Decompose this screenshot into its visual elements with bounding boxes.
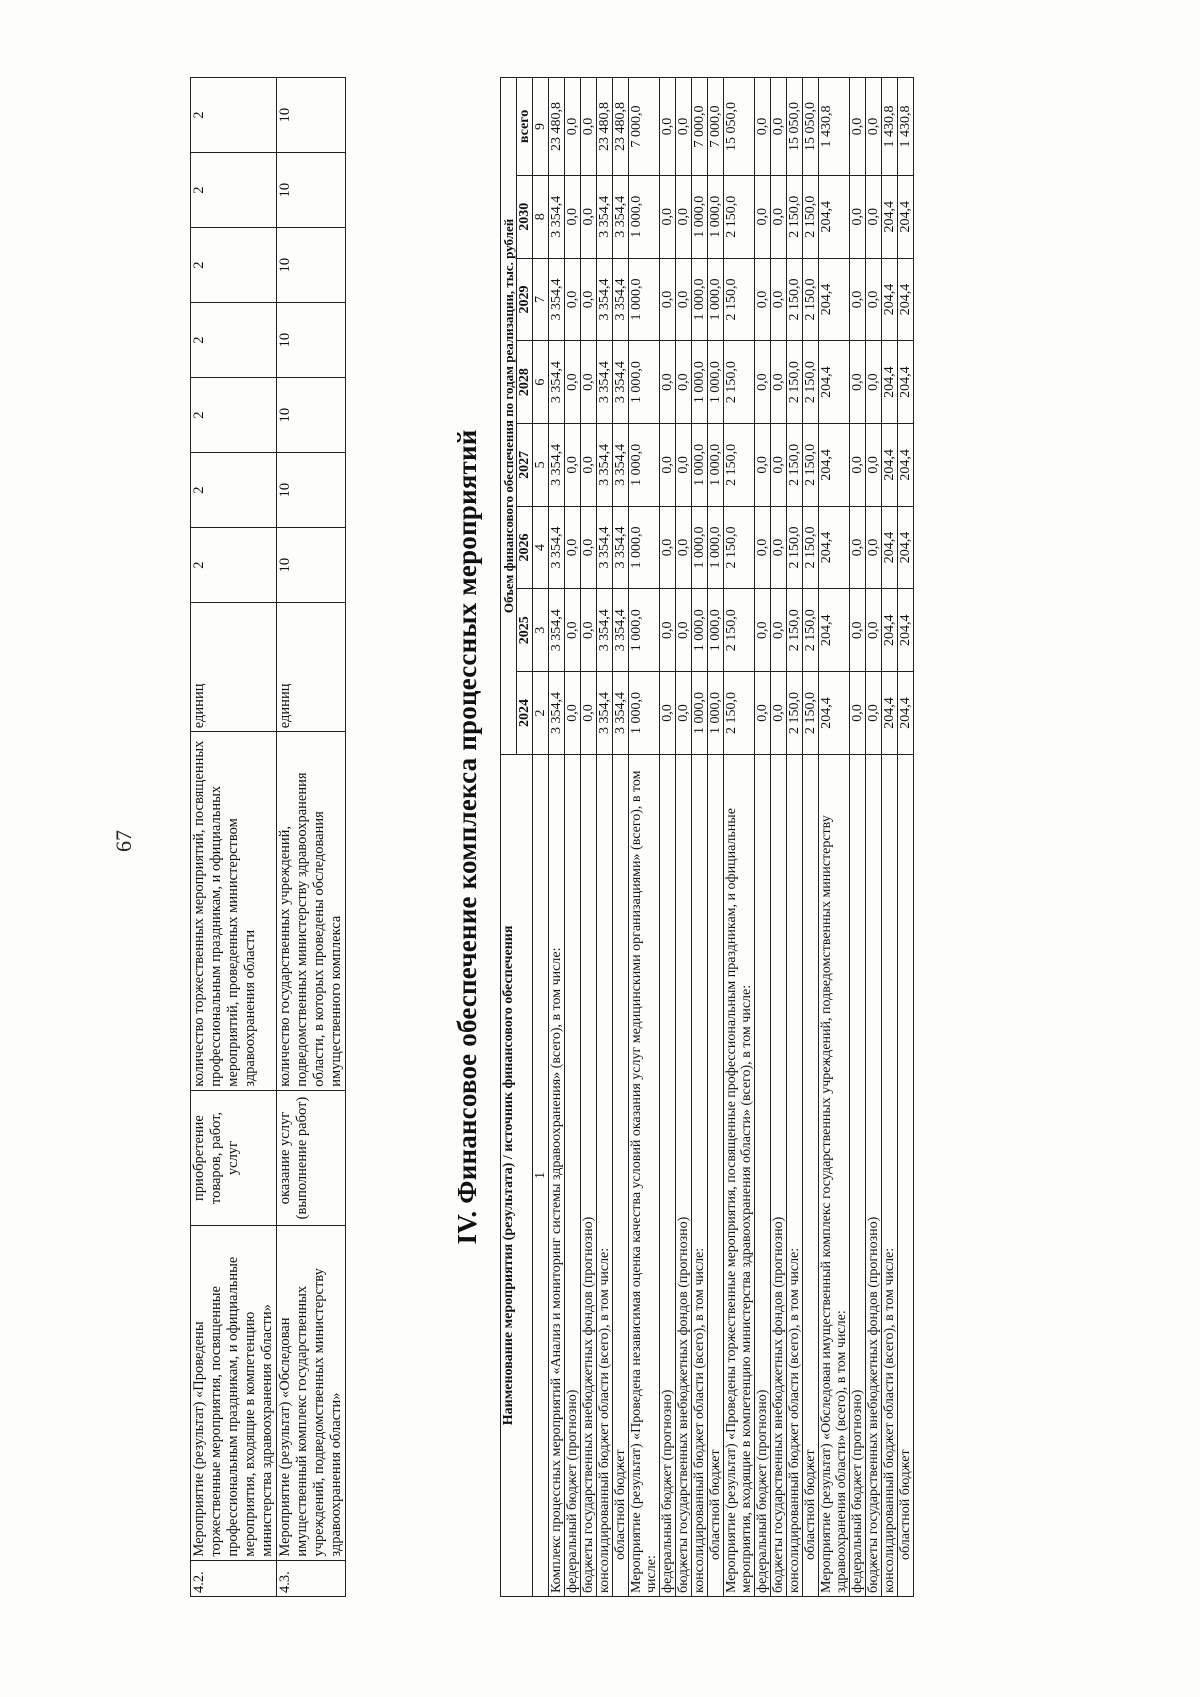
finance-row: [866, 78, 882, 1597]
finance-table-body: [549, 78, 914, 1597]
finance-value: 0,0: [660, 589, 676, 672]
indicator-value: 2: [191, 228, 277, 303]
finance-value: 0,0: [755, 175, 771, 258]
finance-total: 0,0: [581, 78, 597, 176]
finance-value: 3 354,4: [597, 672, 613, 755]
finance-value: 3 354,4: [549, 672, 565, 755]
finance-source-label: консолидированный бюджет области (всего), в том числе:: [787, 754, 803, 1596]
finance-value: 0,0: [660, 258, 676, 341]
results-row: [191, 78, 277, 1597]
finance-value: 0,0: [850, 506, 866, 589]
finance-total: 1 430,8: [898, 78, 914, 176]
finance-value: 0,0: [771, 589, 787, 672]
finance-value: 3 354,4: [549, 506, 565, 589]
finance-value: 0,0: [755, 341, 771, 424]
finance-value: 204,4: [898, 341, 914, 424]
finance-value: 1 000,0: [692, 672, 708, 755]
indicator-value: 10: [277, 303, 346, 378]
finance-value: 0,0: [581, 672, 597, 755]
finance-value: 0,0: [676, 423, 692, 506]
finance-row: [724, 78, 755, 1597]
finance-value: 2 150,0: [787, 506, 803, 589]
finance-row: [597, 78, 613, 1597]
finance-value: 1 000,0: [629, 341, 660, 424]
finance-value: 1 000,0: [629, 423, 660, 506]
finance-total: 0,0: [565, 78, 581, 176]
finance-value: 0,0: [850, 423, 866, 506]
finance-value: 3 354,4: [613, 672, 629, 755]
finance-value: 204,4: [898, 258, 914, 341]
indicator-value: 10: [277, 228, 346, 303]
year-header: всего: [517, 78, 533, 176]
finance-value: 0,0: [771, 672, 787, 755]
indicator-value: 10: [277, 378, 346, 453]
finance-source-label: консолидированный бюджет области (всего), в том числе:: [597, 754, 613, 1596]
finance-value: 3 354,4: [549, 175, 565, 258]
finance-value: 2 150,0: [724, 175, 755, 258]
finance-total: 1 430,8: [819, 78, 850, 176]
finance-value: 0,0: [676, 175, 692, 258]
finance-value: 0,0: [771, 423, 787, 506]
finance-value: 1 000,0: [692, 506, 708, 589]
column-index: 4: [533, 506, 549, 589]
finance-value: 0,0: [755, 258, 771, 341]
indicator-value: 10: [277, 528, 346, 603]
finance-value: 3 354,4: [549, 589, 565, 672]
finance-value: 1 000,0: [629, 672, 660, 755]
indicator-value: 2: [191, 303, 277, 378]
finance-value: 0,0: [581, 341, 597, 424]
finance-source-label: областной бюджет: [898, 754, 914, 1596]
finance-value: 204,4: [882, 341, 898, 424]
finance-value: 0,0: [866, 672, 882, 755]
finance-value: 204,4: [882, 175, 898, 258]
finance-total: 0,0: [755, 78, 771, 176]
column-index: 1: [533, 754, 549, 1596]
finance-value: 3 354,4: [597, 258, 613, 341]
finance-value: 0,0: [581, 506, 597, 589]
finance-value: 2 150,0: [787, 258, 803, 341]
header-volume: Объем финансового обеспечения по годам реализации, тыс. рублей: [501, 78, 517, 755]
finance-row: [819, 78, 850, 1597]
finance-value: 0,0: [581, 589, 597, 672]
finance-source-label: областной бюджет: [803, 754, 819, 1596]
finance-value: 2 150,0: [787, 423, 803, 506]
finance-value: 1 000,0: [692, 423, 708, 506]
finance-row: [581, 78, 597, 1597]
finance-source-label: областной бюджет: [613, 754, 629, 1596]
finance-value: 2 150,0: [724, 506, 755, 589]
finance-total: 15 050,0: [787, 78, 803, 176]
finance-total: 0,0: [676, 78, 692, 176]
finance-value: 1 000,0: [692, 258, 708, 341]
finance-total: 0,0: [866, 78, 882, 176]
column-index: 6: [533, 341, 549, 424]
finance-value: 0,0: [850, 341, 866, 424]
event-name: Мероприятие (результат) «Проведены торжественные мероприятия, посвященные профессиональным праздникам, и официальные мероприятия, входящие в компетенцию министерства здравоохранения области»: [191, 1226, 277, 1560]
finance-source-label: федеральный бюджет (прогнозно): [565, 754, 581, 1596]
finance-value: 2 150,0: [724, 258, 755, 341]
finance-value: 204,4: [882, 423, 898, 506]
finance-source-label: федеральный бюджет (прогнозно): [755, 754, 771, 1596]
finance-value: 2 150,0: [724, 672, 755, 755]
finance-row: [882, 78, 898, 1597]
indicator-value: 10: [277, 78, 346, 153]
finance-value: 3 354,4: [597, 175, 613, 258]
finance-row: [803, 78, 819, 1597]
finance-table-head: [501, 78, 549, 1597]
finance-value: 0,0: [850, 258, 866, 341]
finance-value: 3 354,4: [613, 506, 629, 589]
unit-of-measure: единиц: [277, 603, 346, 732]
year-header: 2028: [517, 341, 533, 424]
results-table: [190, 77, 346, 1597]
finance-value: 0,0: [565, 175, 581, 258]
finance-value: 0,0: [755, 589, 771, 672]
finance-value: 0,0: [565, 423, 581, 506]
finance-value: 2 150,0: [724, 589, 755, 672]
finance-value: 2 150,0: [787, 672, 803, 755]
finance-value: 0,0: [581, 258, 597, 341]
finance-value: 0,0: [565, 341, 581, 424]
finance-value: 0,0: [771, 341, 787, 424]
finance-value: 3 354,4: [597, 589, 613, 672]
finance-value: 0,0: [676, 506, 692, 589]
finance-value: 204,4: [819, 258, 850, 341]
finance-value: 1 000,0: [708, 589, 724, 672]
finance-value: 0,0: [771, 258, 787, 341]
finance-value: 1 000,0: [708, 258, 724, 341]
finance-value: 3 354,4: [597, 423, 613, 506]
finance-value: 204,4: [819, 423, 850, 506]
finance-value: 0,0: [581, 175, 597, 258]
row-number: 4.3.: [277, 1560, 346, 1596]
finance-value: 3 354,4: [613, 175, 629, 258]
finance-value: 0,0: [850, 672, 866, 755]
finance-row: [708, 78, 724, 1597]
finance-value: 1 000,0: [692, 175, 708, 258]
finance-value: 0,0: [660, 341, 676, 424]
column-index: 9: [533, 78, 549, 176]
finance-source-label: консолидированный бюджет области (всего), в том числе:: [692, 754, 708, 1596]
finance-source-label: бюджеты государственных внебюджетных фондов (прогнозно): [581, 754, 597, 1596]
rotated-content: [190, 77, 1020, 1597]
event-type: оказание услуг (выполнение работ): [277, 1090, 346, 1226]
finance-value: 0,0: [771, 175, 787, 258]
finance-value: 2 150,0: [803, 258, 819, 341]
finance-source-label: бюджеты государственных внебюджетных фондов (прогнозно): [771, 754, 787, 1596]
finance-source-label: Мероприятие (результат) «Обследован имущественный комплекс государственных учреждений, подведомственных министерству здравоохранения области» (всего), в том числе:: [819, 754, 850, 1596]
finance-value: 2 150,0: [724, 423, 755, 506]
finance-total: 0,0: [850, 78, 866, 176]
finance-row: [771, 78, 787, 1597]
finance-value: 0,0: [565, 506, 581, 589]
indicator-value: 2: [191, 78, 277, 153]
finance-source-label: федеральный бюджет (прогнозно): [660, 754, 676, 1596]
finance-value: 2 150,0: [803, 341, 819, 424]
finance-value: 0,0: [660, 672, 676, 755]
finance-value: 1 000,0: [708, 175, 724, 258]
finance-source-label: областной бюджет: [708, 754, 724, 1596]
finance-value: 204,4: [819, 672, 850, 755]
finance-value: 0,0: [755, 506, 771, 589]
index-row: [533, 78, 549, 1597]
finance-value: 0,0: [565, 672, 581, 755]
finance-row: [787, 78, 803, 1597]
finance-value: 1 000,0: [708, 341, 724, 424]
finance-value: 3 354,4: [597, 506, 613, 589]
year-header: 2027: [517, 423, 533, 506]
column-index: 3: [533, 589, 549, 672]
year-header: 2025: [517, 589, 533, 672]
finance-value: 2 150,0: [787, 175, 803, 258]
finance-value: 1 000,0: [692, 589, 708, 672]
finance-value: 0,0: [565, 258, 581, 341]
finance-source-label: Мероприятие (результат) «Проведены торжественные мероприятия, посвященные профессиональным праздникам, и официальные мероприятия, входящие в компетенцию министерства здравоохранения области» (всего), в том числе:: [724, 754, 755, 1596]
finance-value: 0,0: [676, 589, 692, 672]
finance-value: 0,0: [866, 258, 882, 341]
finance-total: 15 050,0: [803, 78, 819, 176]
finance-value: 3 354,4: [613, 589, 629, 672]
finance-total: 23 480,8: [613, 78, 629, 176]
finance-source-label: федеральный бюджет (прогнозно): [850, 754, 866, 1596]
finance-total: 15 050,0: [724, 78, 755, 176]
finance-total: 23 480,8: [597, 78, 613, 176]
finance-row: [549, 78, 565, 1597]
header-name: Наименование мероприятия (результата) / источник финансового обеспечения: [501, 754, 533, 1596]
finance-value: 204,4: [898, 175, 914, 258]
finance-value: 204,4: [819, 506, 850, 589]
finance-row: [660, 78, 676, 1597]
finance-value: 2 150,0: [787, 589, 803, 672]
finance-value: 3 354,4: [613, 341, 629, 424]
finance-value: 1 000,0: [708, 506, 724, 589]
finance-total: 23 480,8: [549, 78, 565, 176]
finance-source-label: бюджеты государственных внебюджетных фондов (прогнозно): [676, 754, 692, 1596]
results-row: [277, 78, 346, 1597]
finance-table: [500, 77, 914, 1597]
finance-value: 2 150,0: [803, 423, 819, 506]
finance-value: 2 150,0: [803, 175, 819, 258]
section-title: IV. Финансовое обеспечение комплекса процессных мероприятий: [452, 429, 482, 1245]
finance-value: 0,0: [850, 175, 866, 258]
finance-total: 1 430,8: [882, 78, 898, 176]
indicator-value: 10: [277, 153, 346, 228]
finance-value: 2 150,0: [803, 589, 819, 672]
year-header: 2029: [517, 258, 533, 341]
column-index: 7: [533, 258, 549, 341]
finance-value: 0,0: [866, 506, 882, 589]
finance-row: [629, 78, 660, 1597]
finance-value: 0,0: [676, 258, 692, 341]
finance-value: 204,4: [819, 341, 850, 424]
finance-value: 0,0: [565, 589, 581, 672]
finance-value: 1 000,0: [629, 175, 660, 258]
column-index: 5: [533, 423, 549, 506]
year-header: 2026: [517, 506, 533, 589]
finance-value: 204,4: [882, 589, 898, 672]
finance-source-label: консолидированный бюджет области (всего), в том числе:: [882, 754, 898, 1596]
finance-source-label: Комплекс процессных мероприятий «Анализ и мониторинг системы здравоохранения» (всего), в том числе:: [549, 754, 565, 1596]
finance-value: 1 000,0: [692, 341, 708, 424]
page-number: 67: [111, 830, 136, 852]
indicator-value: 2: [191, 453, 277, 528]
finance-total: 7 000,0: [708, 78, 724, 176]
column-index: 2: [533, 672, 549, 755]
year-header: 2024: [517, 672, 533, 755]
finance-value: 2 150,0: [803, 672, 819, 755]
finance-value: 1 000,0: [708, 672, 724, 755]
finance-value: 0,0: [660, 506, 676, 589]
indicator-value: 2: [191, 378, 277, 453]
finance-value: 0,0: [755, 423, 771, 506]
finance-value: 1 000,0: [629, 258, 660, 341]
finance-row: [898, 78, 914, 1597]
finance-value: 1 000,0: [629, 589, 660, 672]
finance-value: 204,4: [819, 175, 850, 258]
finance-value: 204,4: [819, 589, 850, 672]
indicator-name: количество государственных учреждений, подведомственных министерству здравоохранения области, в которых проведены обследования имущественного комплекса: [277, 732, 346, 1091]
event-name: Мероприятие (результат) «Обследован имущественный комплекс государственных учреждений, подведомственных министерству здравоохранения области»: [277, 1226, 346, 1560]
finance-value: 1 000,0: [708, 423, 724, 506]
finance-total: 0,0: [771, 78, 787, 176]
finance-value: 2 150,0: [787, 341, 803, 424]
finance-row: [613, 78, 629, 1597]
finance-value: 0,0: [771, 506, 787, 589]
finance-value: 3 354,4: [549, 341, 565, 424]
indicator-name: количество торжественных мероприятий, посвященных профессиональным праздникам, и официальных мероприятий, проведенных министерством здравоохранения области: [191, 732, 277, 1091]
finance-value: 204,4: [882, 506, 898, 589]
finance-value: 0,0: [660, 423, 676, 506]
finance-value: 204,4: [898, 672, 914, 755]
finance-row: [565, 78, 581, 1597]
finance-value: 3 354,4: [613, 423, 629, 506]
finance-value: 3 354,4: [613, 258, 629, 341]
unit-of-measure: единиц: [191, 603, 277, 732]
finance-value: 0,0: [866, 341, 882, 424]
finance-source-label: бюджеты государственных внебюджетных фондов (прогнозно): [866, 754, 882, 1596]
indicator-value: 2: [191, 153, 277, 228]
finance-value: 2 150,0: [803, 506, 819, 589]
column-index: 8: [533, 175, 549, 258]
finance-source-label: Мероприятие (результат) «Проведена независимая оценка качества условий оказания услуг медицинскими организациями» (всего), в том числе:: [629, 754, 660, 1596]
finance-value: 204,4: [898, 589, 914, 672]
indicator-value: 2: [191, 528, 277, 603]
results-table-body: [191, 78, 346, 1597]
year-header: 2030: [517, 175, 533, 258]
finance-value: 0,0: [581, 423, 597, 506]
finance-value: 2 150,0: [724, 341, 755, 424]
finance-value: 204,4: [898, 423, 914, 506]
finance-value: 3 354,4: [549, 258, 565, 341]
finance-value: 1 000,0: [629, 506, 660, 589]
finance-value: 0,0: [866, 423, 882, 506]
finance-value: 204,4: [882, 258, 898, 341]
finance-value: 0,0: [866, 175, 882, 258]
finance-row: [755, 78, 771, 1597]
finance-total: 7 000,0: [629, 78, 660, 176]
finance-value: 3 354,4: [549, 423, 565, 506]
finance-value: 0,0: [660, 175, 676, 258]
row-number: 4.2.: [191, 1560, 277, 1596]
indicator-value: 10: [277, 453, 346, 528]
finance-value: 0,0: [866, 589, 882, 672]
finance-total: 7 000,0: [692, 78, 708, 176]
finance-value: 0,0: [850, 589, 866, 672]
finance-value: 0,0: [676, 341, 692, 424]
finance-total: 0,0: [660, 78, 676, 176]
finance-value: 0,0: [676, 672, 692, 755]
finance-value: 0,0: [755, 672, 771, 755]
finance-row: [692, 78, 708, 1597]
finance-value: 3 354,4: [597, 341, 613, 424]
finance-value: 204,4: [898, 506, 914, 589]
finance-value: 204,4: [882, 672, 898, 755]
event-type: приобретение товаров, работ, услуг: [191, 1090, 277, 1226]
finance-row: [676, 78, 692, 1597]
finance-row: [850, 78, 866, 1597]
